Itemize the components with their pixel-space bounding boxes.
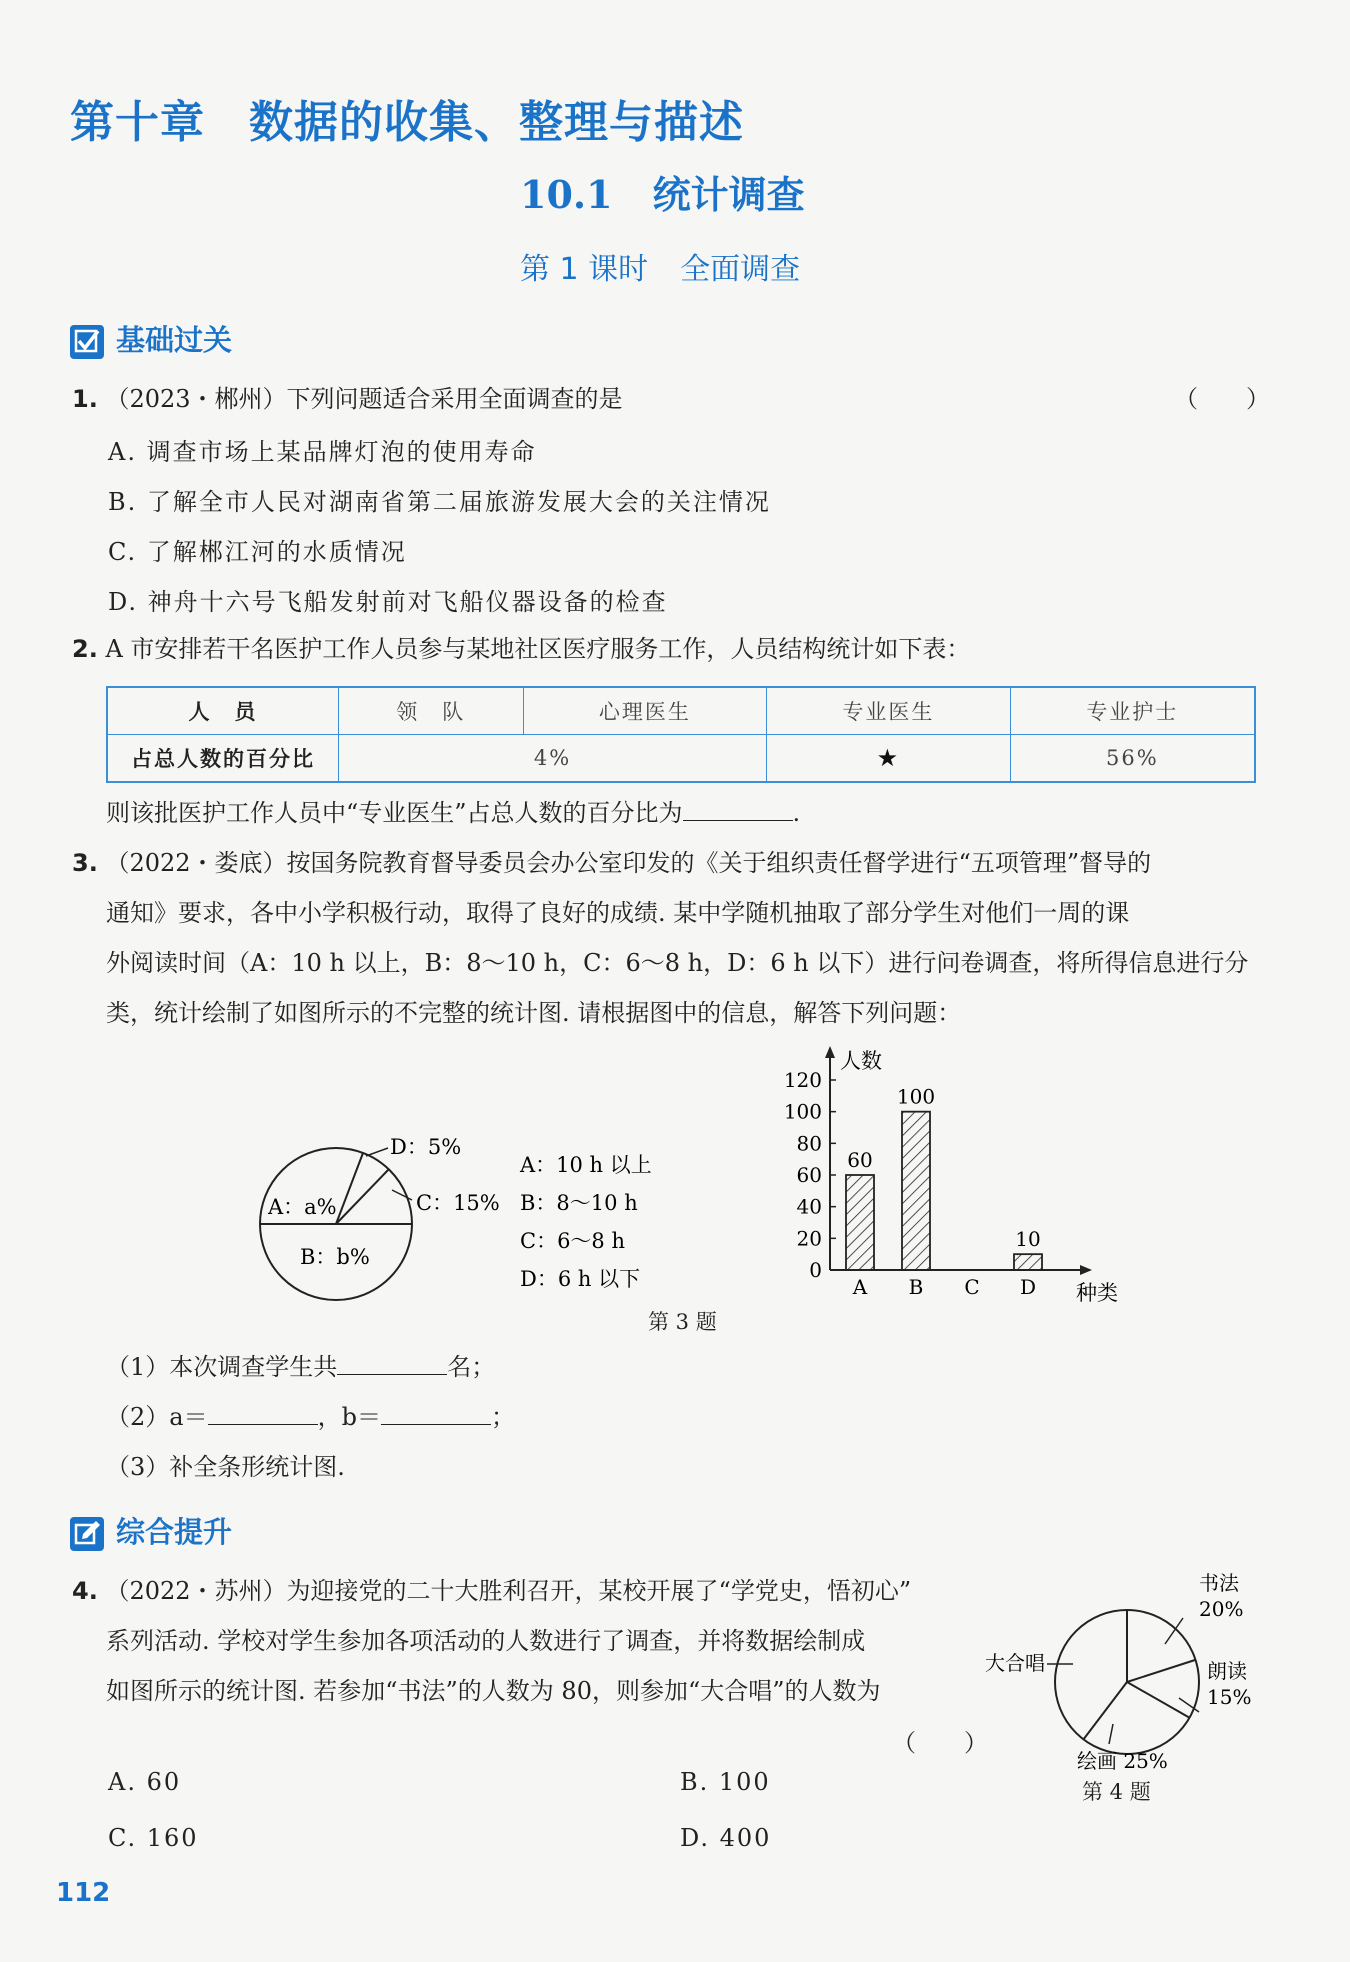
option-a: A. 调查市场上某品牌灯泡的使用寿命	[108, 438, 537, 466]
pie-label-chorus: 大合唱	[985, 1651, 1045, 1675]
option-d: D. 400	[680, 1824, 772, 1852]
subquestion-2	[106, 1392, 515, 1442]
chapter-name: 数据的收集、整理与描述	[249, 97, 744, 148]
pie-label-calligraphy: 书法	[1199, 1571, 1239, 1595]
question-text: （2022・娄底）按国务院教育督导委员会办公室印发的《关于组织责任督学进行“五项管理”督导的	[105, 849, 1152, 877]
q3-pie-chart	[250, 1120, 670, 1340]
question-number: 1.	[72, 385, 98, 413]
answer-blank[interactable]	[337, 1348, 447, 1375]
question-number: 3.	[72, 849, 98, 877]
question-3	[72, 838, 1151, 888]
figure-caption-3: 第 3 题	[648, 1310, 717, 1334]
lesson-title	[520, 244, 800, 288]
legend-item: A：10 h 以上	[520, 1153, 652, 1177]
leader-line	[392, 1190, 412, 1200]
y-tick-label: 0	[809, 1258, 822, 1282]
table-cell: 占总人数的百分比	[107, 735, 339, 783]
option-b: B. 了解全市人民对湖南省第二届旅游发展大会的关注情况	[108, 488, 771, 516]
answer-blank[interactable]	[683, 794, 793, 821]
subquestion-3: （3）补全条形统计图.	[106, 1453, 345, 1481]
table-cell: 专业护士	[1010, 687, 1255, 735]
pie-divider	[336, 1169, 389, 1224]
sub-text: ；	[490, 1403, 515, 1431]
q4-pie-chart	[985, 1560, 1275, 1790]
option-c: C. 160	[108, 1824, 199, 1852]
table-cell: 领 队	[339, 687, 524, 735]
lesson-number: 第 1 课时	[520, 252, 649, 287]
table-cell: 56%	[1010, 735, 1255, 783]
table-cell: 专业医生	[767, 687, 1011, 735]
x-axis-arrow	[1080, 1265, 1092, 1275]
table-row	[107, 687, 1255, 735]
y-tick-label: 20	[796, 1226, 822, 1251]
option-c: C. 了解郴江河的水质情况	[108, 538, 407, 566]
table-row	[107, 735, 1255, 783]
answer-paren: （ ）	[1174, 385, 1270, 413]
pie-label-reading-pct: 15%	[1207, 1685, 1252, 1709]
data-label: 60	[847, 1148, 873, 1172]
bar	[1014, 1254, 1042, 1270]
legend-item: C：6～8 h	[520, 1229, 625, 1253]
option-d: D. 神舟十六号飞船发射前对飞船仪器设备的检查	[108, 588, 668, 616]
section-title	[520, 164, 805, 219]
page-number: 112	[56, 1878, 111, 1908]
pie-label-calligraphy-pct: 20%	[1199, 1597, 1244, 1621]
checkbox-icon	[70, 325, 104, 359]
y-tick-label: 60	[796, 1163, 822, 1187]
leader-line	[1109, 1724, 1113, 1744]
section-advanced-label: 综合提升	[116, 1515, 233, 1549]
x-tick-label: D	[1019, 1275, 1037, 1299]
table-cell: 心理医生	[523, 687, 767, 735]
sub-text: ，b＝	[317, 1403, 381, 1431]
legend-item: B：8～10 h	[520, 1191, 638, 1215]
leader-line	[366, 1148, 388, 1156]
followup-text: 则该批医护工作人员中“专业医生”占总人数的百分比为	[106, 799, 683, 827]
x-axis-title: 种类	[1076, 1281, 1118, 1305]
lesson-name: 全面调查	[680, 252, 801, 287]
subquestion-1	[106, 1342, 495, 1392]
question-number: 2.	[72, 635, 98, 663]
data-label: 10	[1015, 1227, 1041, 1252]
answer-blank-b[interactable]	[381, 1398, 491, 1425]
x-tick-label: B	[908, 1275, 924, 1299]
table-cell: 人 员	[107, 687, 339, 735]
pie-divider	[1083, 1682, 1127, 1740]
question-text: 系列活动. 学校对学生参加各项活动的人数进行了调查，并将数据绘制成	[106, 1627, 866, 1655]
section-basic-label: 基础过关	[116, 323, 233, 357]
staff-table	[106, 686, 1256, 783]
section-basic-heading	[70, 318, 232, 359]
edit-icon	[70, 1517, 104, 1551]
bar	[902, 1112, 930, 1270]
question-2-followup	[106, 788, 800, 838]
question-text: A 市安排若干名医护工作人员参与某地社区医疗服务工作，人员结构统计如下表：	[105, 635, 971, 663]
question-text: （2022・苏州）为迎接党的二十大胜利召开，某校开展了“学党史，悟初心”	[105, 1577, 912, 1605]
question-text: 如图所示的统计图. 若参加“书法”的人数为 80，则参加“大合唱”的人数为	[106, 1677, 881, 1705]
q3-bar-chart	[760, 1040, 1130, 1320]
pie-label-b: B：b%	[300, 1245, 370, 1269]
section-advanced-heading	[70, 1510, 232, 1551]
sub-text: （1）本次调查学生共	[106, 1353, 338, 1381]
chapter-number: 第十章	[70, 97, 205, 148]
pie-label-d: D：5%	[390, 1135, 462, 1159]
figure-caption-4: 第 4 题	[1082, 1780, 1151, 1804]
y-tick-label: 120	[783, 1068, 822, 1092]
question-4	[72, 1566, 911, 1616]
question-2	[72, 624, 970, 674]
pie-label-reading: 朗读	[1207, 1659, 1247, 1683]
sub-text: 名；	[447, 1353, 496, 1381]
y-axis-title: 人数	[840, 1049, 882, 1073]
chapter-title	[70, 86, 744, 150]
legend-item: D：6 h 以下	[520, 1267, 641, 1291]
question-text: 通知》要求，各中小学积极行动，取得了良好的成绩. 某中学随机抽取了部分学生对他们一周的课	[106, 899, 1130, 927]
x-tick-label: C	[964, 1275, 980, 1299]
question-number: 4.	[72, 1577, 98, 1605]
pie-divider	[1127, 1660, 1195, 1682]
option-a: A. 60	[108, 1768, 182, 1796]
x-tick-label: A	[852, 1275, 868, 1299]
y-tick-label: 100	[783, 1099, 822, 1124]
question-text: 类，统计绘制了如图所示的不完整的统计图. 请根据图中的信息，解答下列问题：	[106, 999, 962, 1027]
section-name: 统计调查	[652, 172, 805, 217]
sub-text: （2）a＝	[106, 1403, 208, 1431]
data-label: 100	[896, 1084, 936, 1109]
bar	[846, 1175, 874, 1270]
question-text: （2023・郴州）下列问题适合采用全面调查的是	[105, 385, 623, 413]
answer-blank-a[interactable]	[208, 1398, 318, 1425]
section-number: 10.1	[520, 172, 613, 217]
y-axis-arrow	[825, 1046, 835, 1058]
option-b: B. 100	[680, 1768, 771, 1796]
table-cell: ★	[767, 735, 1011, 783]
pie-divider	[336, 1153, 363, 1224]
pie-label-painting: 绘画 25%	[1077, 1749, 1168, 1773]
question-1	[72, 374, 623, 424]
pie-label-a: A：a%	[268, 1195, 337, 1219]
end-mark: .	[792, 799, 801, 827]
question-text: 外阅读时间（A：10 h 以上，B：8～10 h，C：6～8 h，D：6 h 以下）进行问卷调查，将所得信息进行分	[106, 949, 1249, 977]
answer-paren: （ ）	[892, 1729, 988, 1757]
y-tick-label: 40	[796, 1194, 822, 1219]
table-cell: 4%	[339, 735, 767, 783]
pie-label-c: C：15%	[416, 1191, 500, 1215]
y-tick-label: 80	[796, 1131, 822, 1156]
